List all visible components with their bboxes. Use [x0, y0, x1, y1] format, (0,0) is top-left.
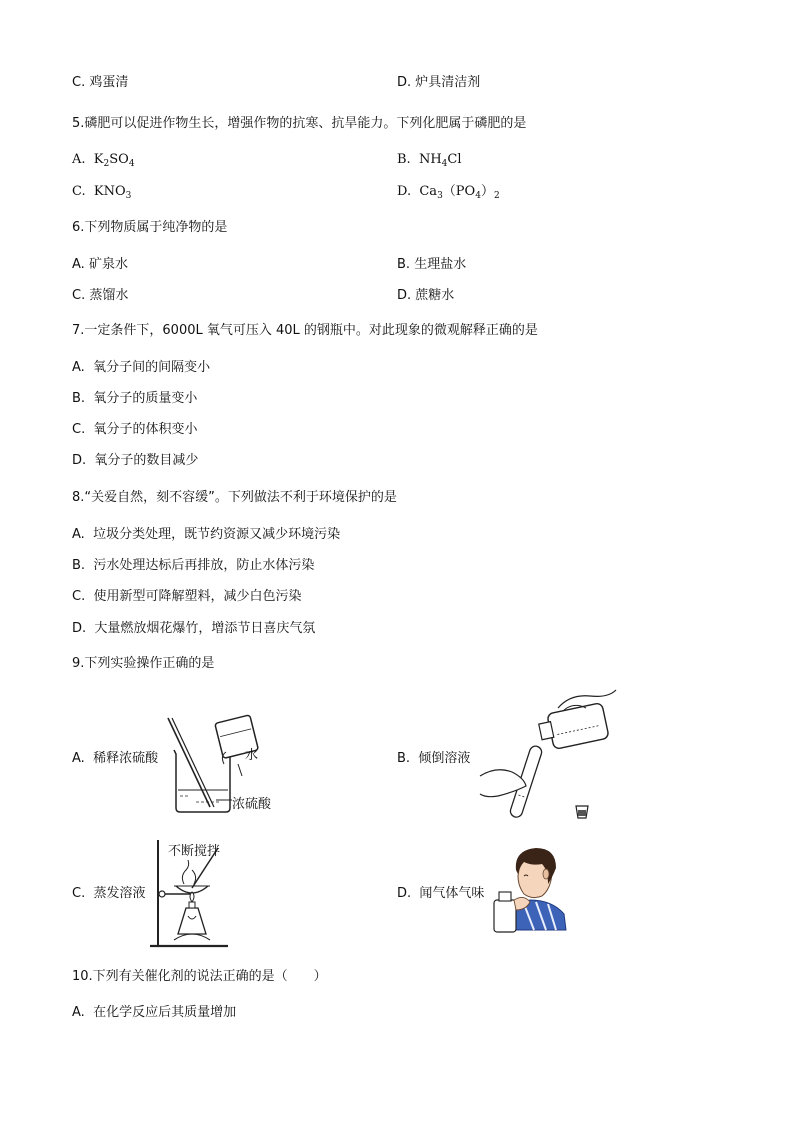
- option-letter: A.: [72, 152, 86, 167]
- q7-option-a: [72, 359, 210, 377]
- q5-stem: 5.磷肥可以促进作物生长，增强作物的抗寒、抗旱能力。下列化肥属于磷肥的是: [72, 116, 527, 131]
- formula-part: Cl: [447, 152, 462, 167]
- q7-option-c: [72, 421, 198, 439]
- formula-part: Ca: [419, 184, 438, 199]
- option-letter: D.: [72, 621, 87, 636]
- option-text: 大量燃放烟花爆竹，增添节日喜庆气氛: [94, 621, 316, 636]
- q6-option-d: [397, 287, 454, 305]
- option-text: 氧分子的数目减少: [94, 453, 199, 468]
- option-letter: A.: [72, 751, 85, 766]
- option-text: 蒸馏水: [89, 288, 129, 303]
- option-text: 蔗糖水: [415, 288, 455, 303]
- option-text: 垃圾分类处理，既节约资源又减少环境污染: [93, 527, 341, 542]
- formula-part: （PO: [442, 184, 476, 199]
- option-letter: A.: [72, 360, 85, 375]
- option-letter: D.: [397, 886, 412, 901]
- option-text: 氧分子的体积变小: [93, 422, 198, 437]
- q5-option-d: [397, 183, 500, 201]
- q7-stem: 7.一定条件下，6000L 氧气可压入 40L 的钢瓶中。对此现象的微观解释正确的是: [72, 323, 538, 338]
- formula-sub: 2: [103, 159, 110, 169]
- option-text: 蒸发溶液: [93, 886, 146, 901]
- q5-option-c: [72, 183, 131, 201]
- option-letter: C.: [72, 75, 86, 90]
- q10-option-a: [72, 1004, 236, 1022]
- option-text: 鸡蛋清: [89, 75, 129, 90]
- formula-part: KNO: [93, 184, 126, 199]
- formula-part: SO: [109, 152, 129, 167]
- q9-option-c: [72, 885, 146, 903]
- stir-constantly-label: 不断搅拌: [168, 844, 221, 859]
- q9-option-d: [397, 885, 484, 903]
- formula-sub: 3: [125, 191, 132, 201]
- option-letter: A.: [72, 1005, 85, 1020]
- formula-sub: 4: [475, 191, 481, 201]
- option-letter: B.: [397, 152, 411, 167]
- water-label: 水: [245, 748, 259, 763]
- q9-option-a: [72, 750, 158, 768]
- formula-sub: 3: [437, 191, 443, 201]
- q8-option-a: [72, 526, 340, 544]
- q6-option-c: [72, 287, 128, 305]
- option-text: 稀释浓硫酸: [93, 751, 159, 766]
- q6-stem: 6.下列物质属于纯净物的是: [72, 220, 228, 235]
- option-text: 炉具清洁剂: [415, 75, 481, 90]
- q7-option-d: [72, 452, 198, 470]
- option-text: 氧分子间的间隔变小: [93, 360, 211, 375]
- concentrated-sulfuric-acid-label: 浓硫酸: [232, 797, 272, 812]
- q5-option-a: [72, 151, 135, 169]
- option-letter: C.: [72, 184, 86, 199]
- option-text: 矿泉水: [88, 257, 128, 272]
- q6-option-a: [72, 256, 128, 274]
- option-letter: B.: [397, 257, 411, 272]
- option-letter: D.: [72, 453, 87, 468]
- q8-option-c: [72, 588, 302, 606]
- q8-stem: 8.“关爱自然，刻不容缓”。下列做法不利于环境保护的是: [72, 490, 397, 505]
- formula-part: NH: [418, 152, 442, 167]
- option-letter: B.: [72, 558, 86, 573]
- option-letter: A.: [72, 257, 85, 272]
- q10-stem: 10.下列有关催化剂的说法正确的是（ ）: [72, 969, 327, 984]
- option-letter: C.: [72, 422, 86, 437]
- formula-sub: 4: [441, 159, 448, 169]
- option-text: 在化学反应后其质量增加: [93, 1005, 237, 1020]
- q7-option-b: [72, 390, 197, 408]
- option-letter: A.: [72, 527, 85, 542]
- formula-sub: 2: [493, 191, 500, 201]
- option-text: 污水处理达标后再排放，防止水体污染: [93, 558, 315, 573]
- option-letter: D.: [397, 75, 412, 90]
- option-letter: C.: [72, 288, 86, 303]
- formula-part: ）: [480, 184, 494, 199]
- formula-sub: 4: [128, 159, 135, 169]
- option-letter: D.: [397, 288, 412, 303]
- option-letter: C.: [72, 589, 86, 604]
- option-text: 氧分子的质量变小: [93, 391, 198, 406]
- q9-stem: 9.下列实验操作正确的是: [72, 656, 215, 671]
- q4-option-c: [72, 74, 128, 92]
- option-text: 闻气体气味: [419, 886, 485, 901]
- q9-option-b: [397, 750, 470, 768]
- smell-gas-figure: [490, 844, 568, 936]
- q8-option-d: [72, 620, 315, 638]
- option-letter: C.: [72, 886, 86, 901]
- option-letter: B.: [397, 751, 411, 766]
- q5-option-b: [397, 151, 462, 169]
- q8-option-b: [72, 557, 314, 575]
- option-letter: B.: [72, 391, 86, 406]
- pour-solution-figure: [478, 686, 618, 828]
- formula-part: K: [93, 152, 104, 167]
- option-text: 使用新型可降解塑料，减少白色污染: [93, 589, 302, 604]
- option-letter: D.: [397, 184, 412, 199]
- q6-option-b: [397, 256, 466, 274]
- option-text: 倾倒溶液: [418, 751, 471, 766]
- option-text: 生理盐水: [414, 257, 467, 272]
- q4-option-d: [397, 74, 480, 92]
